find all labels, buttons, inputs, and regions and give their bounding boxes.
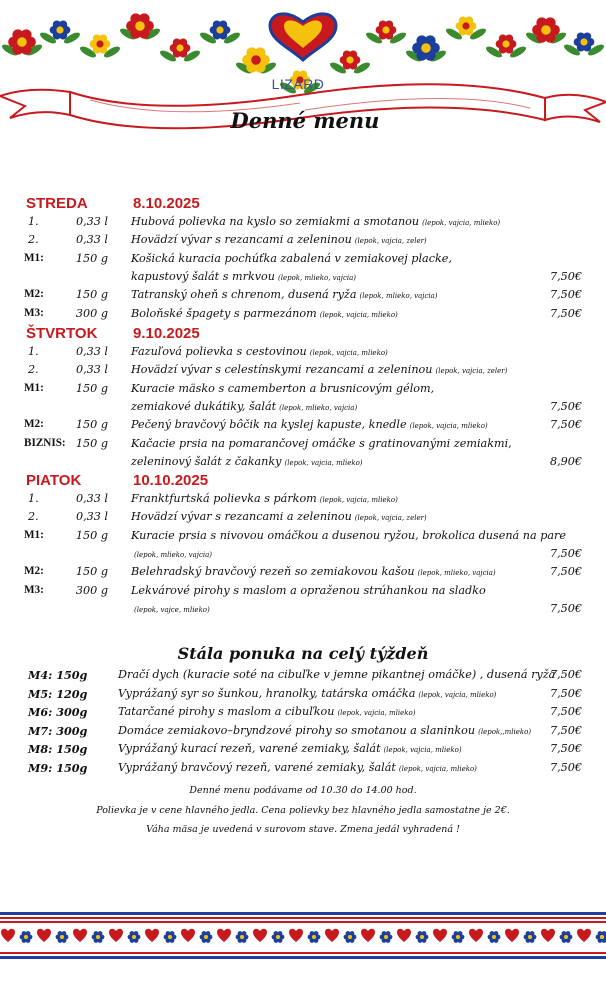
item-quantity: 150 g [75,288,108,302]
item-name: Belehradský bravčový rezeň so zemiakovou kašou [131,565,415,579]
item-allergens: (lepok, vajcia, zeler) [435,367,508,376]
item-description [118,705,415,718]
item-code: M5: 120g [28,686,88,701]
item-allergens: (lepok, vajcia, zeler) [354,514,427,523]
item-name: Domáce zemiakovo–bryndzové pirohy so smotanou a slaninkou [118,723,476,737]
item-number: M3: [24,306,44,319]
item-allergens: (lepok, vajcia, mlieko) [418,690,497,699]
item-code: M4: 150g [28,668,88,682]
day-date: 10.10.2025 [133,472,209,489]
item-description [131,307,398,320]
item-allergens: (lepok, vajce, mlieko) [134,605,210,614]
menu-row [0,270,606,288]
menu-row [0,233,606,251]
menu-row [0,307,606,325]
item-description [131,547,212,560]
item-name: Boloňské špagety s parmezánom [131,306,317,320]
item-description [131,510,427,523]
item-number: 1. [28,492,39,505]
item-number: M2: [24,418,44,431]
item-name: Vyprážaný syr so šunkou, hranolky, tatárska omáčka [118,686,416,700]
weekly-offer-title: Stála ponuka na celý týždeň [177,644,429,663]
menu-row [0,400,606,418]
item-description [118,687,496,700]
item-allergens: (lepok, vajcia, mlieko) [337,709,416,717]
item-name: Tatarčané pirohy s maslom a cibuľkou [118,705,335,718]
item-description [131,400,357,413]
item-code: M6: 300g [28,705,88,719]
item-code: M7: 300g [28,723,88,738]
item-description [118,742,462,755]
serving-hours-note: Denné menu podávame od 10.30 do 14.00 hod. [189,785,417,796]
item-allergens: (lepok,,mlieko) [478,727,532,736]
weekly-row [0,724,606,742]
item-price: 7,50€ [549,418,582,432]
menu-row [0,565,606,583]
menu-row [0,510,606,528]
item-allergens: (lepok, mlieko, vajcia) [134,550,213,559]
item-name: Fazuľová polievka s cestovinou [131,345,307,358]
item-name: Pečený bravčový bôčik na kyslej kapuste, knedle [131,418,407,432]
item-code: M9: 150g [28,760,88,775]
item-quantity: 0,33 l [75,510,108,524]
weekly-row [0,705,606,723]
day-heading: ŠTVRTOK [26,325,98,342]
item-quantity: 150 g [75,418,108,432]
item-number: 2. [28,510,39,524]
item-name: Hubová polievka na kyslo so zemiakmi a smotanou [131,215,420,228]
item-quantity: 0,33 l [75,492,108,505]
day-heading: STREDA [26,195,88,212]
item-price: 7,50€ [549,686,582,700]
item-name: Hovädzí vývar s rezancami a zeleninou [131,510,352,524]
item-description [131,345,388,358]
item-price: 7,50€ [549,546,582,560]
item-allergens: (lepok, mlieko, vajcia) [359,292,438,301]
item-number: M2: [24,288,44,301]
weekly-row [0,742,606,760]
menu-row [0,418,606,436]
item-price: 7,50€ [549,705,582,718]
item-name: Tatranský oheň s chrenom, dusená ryža [131,288,357,302]
item-name: kapustový šalát s mrkvou [131,269,275,283]
item-description [131,437,515,450]
item-description [118,761,477,774]
item-description [131,492,398,505]
item-number: 2. [28,363,39,377]
item-quantity: 150 g [75,565,108,579]
item-allergens: (lepok, vajcia, mlieko) [319,310,398,319]
item-price: 7,50€ [549,565,582,579]
item-quantity: 0,33 l [75,363,108,377]
item-allergens: (lepok, vajcia, mlieko) [383,746,462,754]
menu-row [0,382,606,400]
item-description [118,724,531,737]
item-quantity: 0,33 l [75,215,108,228]
weekly-row [0,761,606,779]
menu-row [0,547,606,565]
item-name: Hovädzí vývar s celestínskymi rezancami a zeleninou [131,363,433,377]
item-name: Hovädzí vývar s rezancami a zeleninou [131,233,352,247]
item-number: 1. [28,215,39,228]
item-description [131,529,569,542]
item-description [131,252,455,265]
item-quantity: 150 g [75,251,108,265]
weekly-row [0,668,606,686]
menu-row [0,529,606,547]
item-description [118,668,558,681]
item-description [131,584,489,597]
item-quantity: 300 g [75,306,108,320]
item-code: M8: 150g [28,742,88,756]
item-name: Kačacie prsia na pomarančovej omáčke s gratinovanými zemiakmi, [131,436,512,450]
item-allergens: (lepok, vajcia, mlieko) [284,458,363,467]
weight-note: Váha mäsa je uvedená v surovom stave. Zmena jedál vyhradená ! [146,824,460,835]
item-price: 7,50€ [549,288,582,302]
day-heading: PIATOK [26,472,82,489]
item-description [131,382,437,395]
item-number: 1. [28,345,39,358]
item-allergens: (lepok, mlieko, vajcia) [279,403,358,412]
item-number: M1: [24,528,44,541]
item-description [131,288,438,301]
menu-row [0,602,606,620]
item-name: zeleninový šalát z čakanky [131,454,282,468]
item-price: 7,50€ [549,601,582,615]
item-name: Franktfurtská polievka s párkom [131,492,317,505]
folk-ornament-band [0,908,606,962]
item-price: 7,50€ [549,269,582,283]
item-description [131,233,427,246]
menu-row [0,252,606,270]
item-description [131,363,507,376]
item-price: 7,50€ [549,306,582,320]
item-name: Lekvárové pirohy s maslom a opraženou strúhankou na sladko [131,583,486,597]
item-allergens: (lepok, vajcia, mlieko) [319,496,398,504]
menu-row [0,288,606,306]
item-name: Dračí dych (kuracie soté na cibuľke v jemne pikantnej omáčke) , dusená ryža [118,668,556,681]
brand-logo-text: LIZARD [271,76,325,92]
page-title: Denné menu [230,108,380,133]
menu-row [0,455,606,473]
item-description [131,215,500,228]
item-allergens: (lepok, vajcia, zeler) [354,237,427,246]
item-number: M2: [24,565,44,578]
item-description [131,418,488,431]
item-name: Košická kuracia pochúťka zabalená v zemiakovej placke, [131,251,452,265]
item-name: zemiakové dukátiky, šalát [131,399,277,413]
weekly-row [0,687,606,705]
item-name: Kuracie prsia s nivovou omáčkou a dusenou ryžou, brokolica dusená na pare [131,528,566,542]
item-allergens: (lepok, vajcia, mlieko) [309,349,388,357]
day-date: 8.10.2025 [133,195,200,212]
item-quantity: 150 g [75,436,108,450]
item-number: M1: [24,381,44,394]
item-quantity: 0,33 l [75,345,108,358]
menu-row [0,492,606,510]
item-name: Kuracie mäsko s camemberton a brusnicovým gélom, [131,381,435,395]
menu-row [0,437,606,455]
item-allergens: (lepok, vajcia, mlieko) [422,219,501,227]
item-name: Vyprážaný bravčový rezeň, varené zemiaky, šalát [118,760,396,774]
menu-row [0,584,606,602]
item-number: BIZNIS: [24,436,66,449]
soup-price-note: Polievka je v cene hlavného jedla. Cena polievky bez hlavného jedla samostatne je 2€. [96,805,510,816]
item-price: 7,50€ [549,668,582,681]
menu-row [0,345,606,363]
item-quantity: 150 g [75,528,108,542]
item-description [131,270,356,283]
item-price: 7,50€ [549,760,582,774]
item-number: M1: [24,251,44,264]
item-allergens: (lepok, mlieko, vajcia) [417,569,496,578]
item-quantity: 0,33 l [75,233,108,247]
day-date: 9.10.2025 [133,325,200,342]
item-quantity: 150 g [75,381,108,395]
item-description [131,455,363,468]
item-name: Vyprážaný kurací rezeň, varené zemiaky, šalát [118,742,381,755]
item-price: 7,50€ [549,399,582,413]
item-price: 8,90€ [549,454,582,468]
item-number: M3: [24,583,44,596]
item-description [131,602,210,615]
item-price: 7,50€ [549,742,582,755]
item-price: 7,50€ [549,723,582,737]
item-description [131,565,496,578]
menu-row [0,363,606,381]
item-quantity: 300 g [75,583,108,597]
item-allergens: (lepok, vajcia, mlieko) [398,764,477,773]
menu-row [0,215,606,233]
item-number: 2. [28,233,39,247]
item-allergens: (lepok, vajcia, mlieko) [409,422,488,431]
item-allergens: (lepok, mlieko, vajcia) [278,273,357,282]
